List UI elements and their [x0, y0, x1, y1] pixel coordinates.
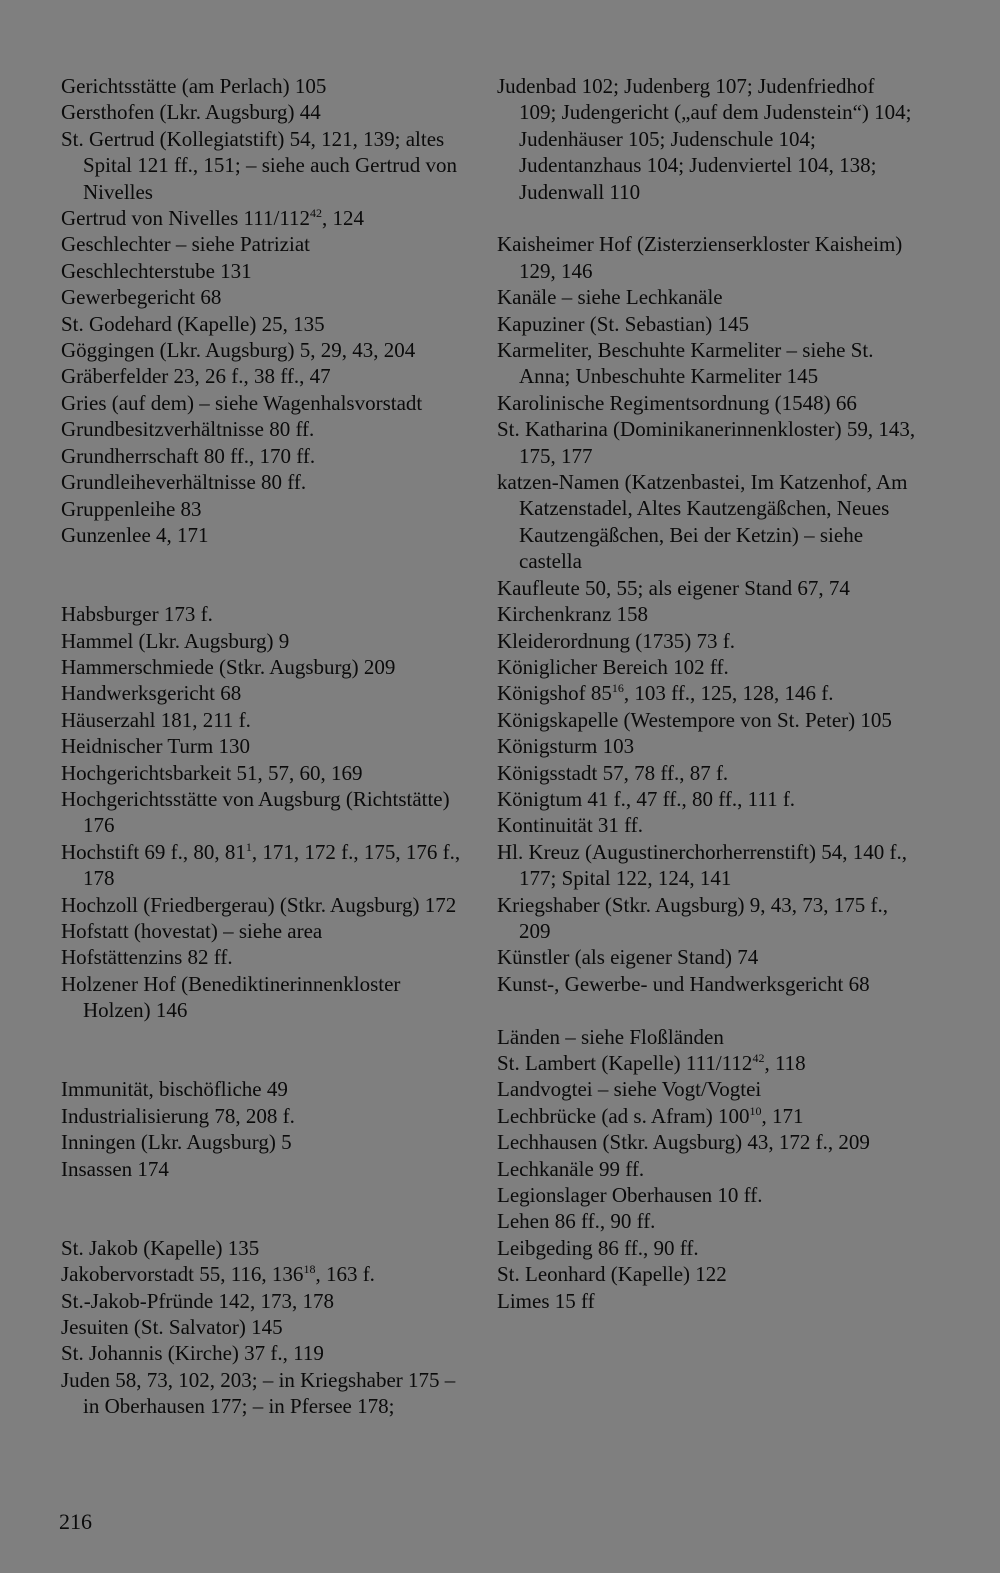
index-entry — [497, 1076, 917, 1102]
index-entry — [61, 99, 471, 125]
index-entry-text: Hofstättenzins 82 ff. — [61, 945, 233, 970]
index-entry-text: Kapuziner (St. Sebastian) 145 — [497, 311, 749, 336]
index-entry-text: Landvogtei – siehe Vogt/Vogtei — [497, 1077, 762, 1102]
index-entry — [61, 839, 471, 892]
index-entry-text: Industrialisierung 78, 208 f. — [61, 1103, 295, 1128]
index-entry-text: Leibgeding 86 ff., 90 ff. — [497, 1235, 699, 1260]
index-entry-text: Hochstift 69 f., 80, 81 — [61, 839, 246, 864]
index-entry — [497, 575, 917, 601]
index-entry-text: Judenbad 102; Judenberg 107; Judenfriedhof 109; Judengericht („auf dem Judenstein“) 104; Judenhäuser 105; Judenschule 104; Judentanzhaus 104; Judenviertel 104, 138; Judenwall 110 — [497, 74, 912, 204]
index-entry — [61, 944, 471, 970]
index-entry — [61, 443, 471, 469]
index-entry — [61, 416, 471, 442]
right-index-column — [497, 73, 917, 1314]
index-entry — [61, 733, 471, 759]
index-entry — [61, 363, 471, 389]
index-entry-text: St.-Jakob-Pfründe 142, 173, 178 — [61, 1288, 334, 1313]
index-entry-text: Gertrud von Nivelles 111/112 — [61, 206, 311, 231]
index-entry-text: St. Johannis (Kirche) 37 f., 119 — [61, 1341, 324, 1366]
index-entry-text: Habsburger 173 f. — [61, 602, 213, 627]
footnote-reference: 16 — [611, 681, 624, 696]
index-entry — [497, 1103, 917, 1129]
index-entry-pages: , 103 ff., 125, 128, 146 f. — [623, 681, 834, 706]
index-entry-text: Geschlechterstube 131 — [61, 258, 252, 283]
index-entry-pages: , 163 f. — [315, 1262, 375, 1287]
index-entry — [497, 1024, 917, 1050]
index-entry-text: Holzener Hof (Benediktinerinnenkloster Holzen) 146 — [61, 971, 401, 1023]
index-entry-text: Königlicher Bereich 102 ff. — [497, 654, 729, 679]
index-entry — [61, 1103, 471, 1129]
index-entry-text: Grundleiheverhältnisse 80 ff. — [61, 470, 307, 495]
index-entry — [61, 390, 471, 416]
index-entry-text: Hochzoll (Friedbergerau) (Stkr. Augsburg) 172 — [61, 892, 457, 917]
section-gap — [61, 548, 471, 601]
index-entry-text: Handwerksgericht 68 — [61, 681, 242, 706]
footnote-reference: 18 — [303, 1262, 316, 1277]
index-entry-text: Königshof 85 — [497, 681, 612, 706]
index-entry — [61, 1235, 471, 1261]
index-entry-text: Hochgerichtsstätte von Augsburg (Richtstätte) 176 — [61, 786, 450, 838]
page-number: 216 — [59, 1509, 92, 1534]
index-entry-text: Heidnischer Turm 130 — [61, 734, 250, 759]
index-entry-text: Immunität, bischöfliche 49 — [61, 1077, 288, 1102]
index-entry-text: Jakobervorstadt 55, 116, 136 — [61, 1262, 304, 1287]
index-entry-text: Lechbrücke (ad s. Afram) 100 — [497, 1103, 750, 1128]
index-entry — [497, 1235, 917, 1261]
index-entry — [497, 760, 917, 786]
index-entry — [61, 760, 471, 786]
index-entry — [497, 1050, 917, 1076]
index-entry-text: St. Jakob (Kapelle) 135 — [61, 1235, 260, 1260]
section-gap — [61, 1182, 471, 1235]
index-entry-text: Geschlechter – siehe Patriziat — [61, 232, 310, 257]
index-entry-text: Kirchenkranz 158 — [497, 602, 649, 627]
index-entry-text: Limes 15 ff — [497, 1288, 595, 1313]
index-entry-pages: , 124 — [322, 206, 365, 231]
index-entry-text: St. Gertrud (Kollegiatstift) 54, 121, 139; altes Spital 121 ff., 151; – siehe auch Gertrud von Nivelles — [61, 126, 458, 204]
index-entry-text: Jesuiten (St. Salvator) 145 — [61, 1315, 283, 1340]
index-entry — [61, 258, 471, 284]
index-entry-text: Kleiderordnung (1735) 73 f. — [497, 628, 735, 653]
index-entry-text: Künstler (als eigener Stand) 74 — [497, 945, 759, 970]
index-entry-text: Kontinuität 31 ff. — [497, 813, 644, 838]
index-entry — [497, 971, 917, 997]
index-entry — [497, 469, 917, 575]
index-entry — [497, 231, 917, 284]
index-entry — [61, 496, 471, 522]
index-entry — [61, 892, 471, 918]
index-entry-text: St. Godehard (Kapelle) 25, 135 — [61, 311, 325, 336]
index-entry-pages: , 171, 172 f., 175, 176 f., 178 — [83, 839, 461, 891]
footnote-reference: 42 — [310, 206, 323, 221]
index-entry — [497, 707, 917, 733]
index-entry — [61, 311, 471, 337]
section-gap — [61, 1024, 471, 1077]
index-entry — [61, 284, 471, 310]
index-entry — [61, 1261, 471, 1287]
index-entry-text: Göggingen (Lkr. Augsburg) 5, 29, 43, 204 — [61, 338, 416, 363]
footnote-reference: 42 — [752, 1051, 765, 1065]
section-gap — [497, 997, 917, 1023]
index-entry — [61, 73, 471, 99]
index-entry — [497, 839, 917, 892]
index-entry-text: Gräberfelder 23, 26 f., 38 ff., 47 — [61, 364, 331, 389]
index-entry-text: Lehen 86 ff., 90 ff. — [497, 1209, 656, 1234]
index-entry — [497, 601, 917, 627]
index-entry-text: Grundherrschaft 80 ff., 170 ff. — [61, 443, 316, 468]
index-entry — [497, 311, 917, 337]
index-entry-text: Gersthofen (Lkr. Augsburg) 44 — [61, 100, 321, 125]
index-entry-pages: , 171 — [761, 1103, 804, 1128]
index-entry-text: Königsstadt 57, 78 ff., 87 f. — [497, 760, 729, 785]
index-entry-pages: , 118 — [764, 1051, 806, 1075]
index-entry — [61, 918, 471, 944]
index-entry — [61, 1076, 471, 1102]
index-entry-text: Karolinische Regimentsordnung (1548) 66 — [497, 390, 857, 415]
index-entry-text: Lechkanäle 99 ff. — [497, 1156, 645, 1181]
index-entry — [497, 654, 917, 680]
footnote-reference: 10 — [749, 1103, 762, 1118]
index-entry — [497, 1288, 917, 1314]
index-entry — [497, 1182, 917, 1208]
index-entry-text: katzen-Namen (Katzenbastei, Im Katzenhof, Am Katzenstadel, Altes Kautzengäßchen, Neues Kautzengäßchen, Bei der Ketzin) – siehe castella — [497, 470, 908, 574]
index-entry-text: Königtum 41 f., 47 ff., 80 ff., 111 f. — [497, 786, 796, 811]
index-entry-text: Königskapelle (Westempore von St. Peter) 105 — [497, 707, 892, 732]
left-index-column — [61, 73, 471, 1420]
index-entry-text: Inningen (Lkr. Augsburg) 5 — [61, 1130, 292, 1155]
index-entry — [61, 654, 471, 680]
index-entry — [61, 522, 471, 548]
index-entry — [61, 680, 471, 706]
index-entry — [61, 1129, 471, 1155]
index-entry — [497, 1261, 917, 1287]
section-gap — [497, 205, 917, 231]
index-entry — [497, 337, 917, 390]
index-entry-text: Kaisheimer Hof (Zisterzienserkloster Kaisheim) 129, 146 — [497, 232, 903, 283]
index-entry — [61, 1156, 471, 1182]
index-entry — [61, 469, 471, 495]
index-entry — [497, 1129, 917, 1155]
index-entry — [497, 786, 917, 812]
footnote-reference: 1 — [245, 839, 252, 854]
index-entry — [61, 707, 471, 733]
index-entry-text: Gewerbegericht 68 — [61, 285, 222, 310]
index-entry — [61, 601, 471, 627]
index-entry — [61, 337, 471, 363]
index-entry — [497, 733, 917, 759]
index-entry — [497, 628, 917, 654]
index-entry-text: Karmeliter, Beschuhte Karmeliter – siehe St. Anna; Unbeschuhte Karmeliter 145 — [497, 338, 874, 389]
index-entry-text: Häuserzahl 181, 211 f. — [61, 707, 251, 732]
index-entry — [497, 1208, 917, 1234]
index-entry-text: Kriegshaber (Stkr. Augsburg) 9, 43, 73, 175 f., 209 — [497, 892, 888, 943]
index-entry-text: Kanäle – siehe Lechkanäle — [497, 285, 723, 310]
index-entry — [497, 892, 917, 945]
index-entry — [61, 231, 471, 257]
index-entry-text: Lechhausen (Stkr. Augsburg) 43, 172 f., 209 — [497, 1130, 870, 1155]
index-entry — [61, 1367, 471, 1420]
index-entry — [497, 812, 917, 838]
index-entry — [61, 1288, 471, 1314]
index-entry — [61, 786, 471, 839]
index-entry — [497, 944, 917, 970]
index-entry-text: Kaufleute 50, 55; als eigener Stand 67, 74 — [497, 575, 850, 600]
index-entry-text: Hofstatt (hovestat) – siehe area — [61, 918, 323, 943]
index-entry — [497, 1156, 917, 1182]
index-entry-text: Insassen 174 — [61, 1156, 169, 1181]
index-entry-text: Gries (auf dem) – siehe Wagenhalsvorstadt — [61, 390, 423, 415]
index-entry-text: Juden 58, 73, 102, 203; – in Kriegshaber 175 – in Oberhausen 177; – in Pfersee 178; — [61, 1367, 456, 1419]
index-entry — [61, 205, 471, 231]
index-entry — [61, 126, 471, 205]
index-entry-text: St. Katharina (Dominikanerinnenkloster) 59, 143, 175, 177 — [497, 417, 916, 468]
index-entry-text: Grundbesitzverhältnisse 80 ff. — [61, 417, 315, 442]
index-entry-text: Gunzenlee 4, 171 — [61, 522, 209, 547]
index-entry-text: Hammerschmiede (Stkr. Augsburg) 209 — [61, 654, 396, 679]
index-entry-text: Königsturm 103 — [497, 734, 635, 759]
index-entry — [497, 73, 917, 205]
index-entry-text: Kunst-, Gewerbe- und Handwerksgericht 68 — [497, 971, 870, 996]
index-entry-text: St. Lambert (Kapelle) 111/112 — [497, 1051, 753, 1075]
index-entry — [497, 284, 917, 310]
index-entry — [61, 628, 471, 654]
index-entry-text: Gerichtsstätte (am Perlach) 105 — [61, 74, 327, 98]
index-entry-text: Hochgerichtsbarkeit 51, 57, 60, 169 — [61, 760, 363, 785]
index-entry — [61, 1340, 471, 1366]
index-entry-text: Legionslager Oberhausen 10 ff. — [497, 1183, 763, 1208]
index-entry — [497, 680, 917, 706]
index-entry-text: St. Leonhard (Kapelle) 122 — [497, 1262, 727, 1287]
index-entry — [497, 390, 917, 416]
index-entry-text: Länden – siehe Floßländen — [497, 1024, 724, 1049]
index-entry-text: Hl. Kreuz (Augustinerchorherrenstift) 54, 140 f., 177; Spital 122, 124, 141 — [497, 839, 907, 891]
index-entry-text: Gruppenleihe 83 — [61, 496, 202, 521]
index-entry-text: Hammel (Lkr. Augsburg) 9 — [61, 628, 290, 653]
index-entry — [497, 416, 917, 469]
index-entry — [61, 1314, 471, 1340]
index-entry — [61, 971, 471, 1024]
